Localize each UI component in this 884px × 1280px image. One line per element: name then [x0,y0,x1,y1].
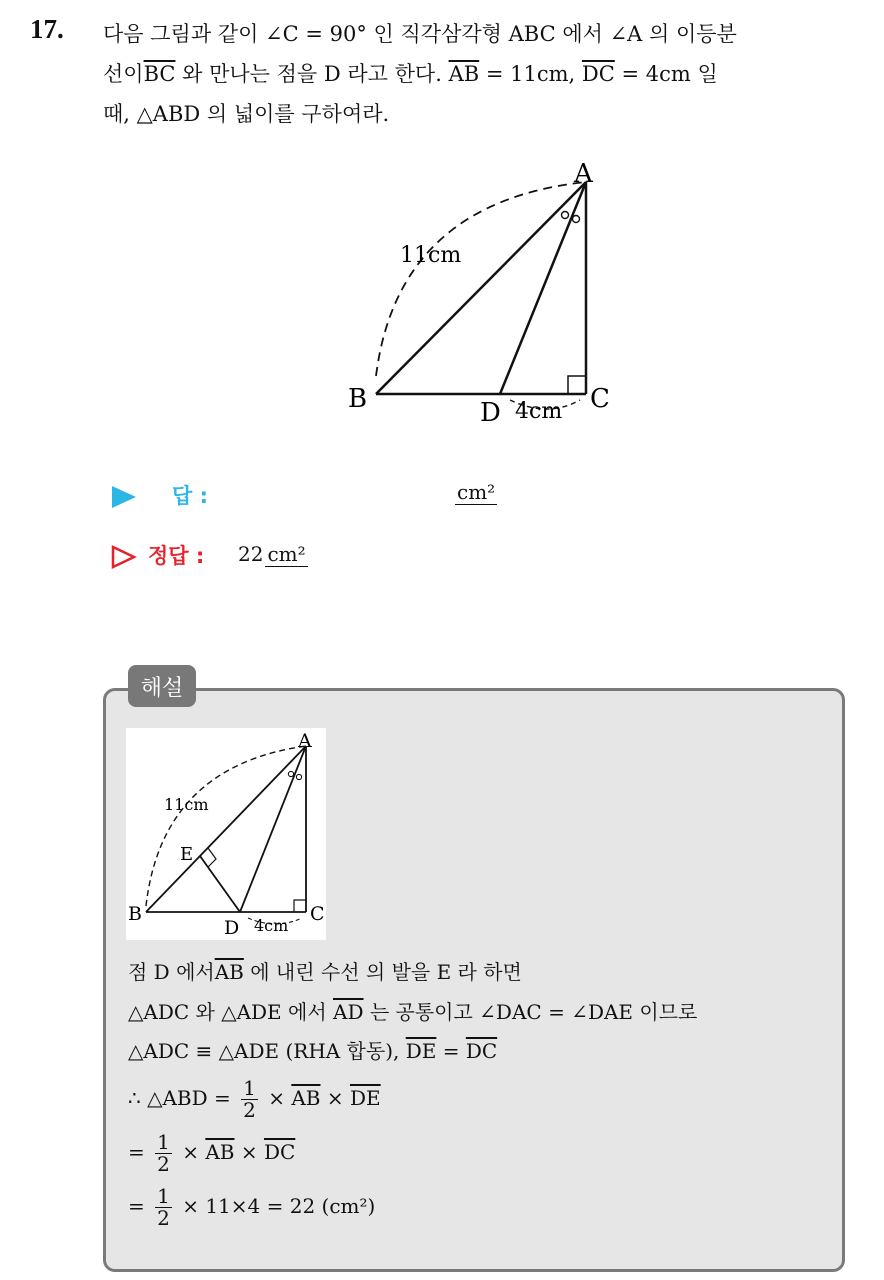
solution-label-e: E [180,844,194,865]
solution-line-6-b: × 11×4 = 22 (cm²) [175,1194,376,1218]
solution-bisector-ad [240,746,306,912]
solution-label-dc-length: 4cm [254,916,289,935]
solution-label-d: D [224,917,240,939]
segment-ab: $\overline{AB}$ [448,62,480,86]
solution-segment-ad: $\overline{AD}$ [333,1000,364,1024]
solution-right-angle-e [208,848,216,867]
fraction-numerator: 1 [157,1130,170,1154]
solution-line-2 [128,996,697,1025]
solution-line-1-a: 점 D 에서 [128,960,215,984]
solution-label-b: B [128,903,142,925]
problem-line-1: 다음 그림과 같이 ∠C = 90° 인 직각삼각형 ABC 에서 ∠A 의 이등분 [103,22,737,46]
problem-line-2-c: = 11cm, [479,62,582,86]
solution-line-5-a: = [128,1140,152,1164]
fraction-half [155,1186,172,1229]
solution-line-5-times2: × [234,1140,264,1164]
solution-line-2-b: 는 공통이고 ∠DAC = ∠DAE 이므로 [363,1000,698,1024]
arc-dashed [376,182,586,376]
solution-line-6 [128,1186,375,1229]
segment-bc: $\overline{BC}$ [143,62,176,86]
fraction-denominator: 2 [157,1206,170,1230]
solution-label-a: A [298,730,312,752]
correct-answer-number: 22 [238,542,264,566]
solution-label-ab-length: 11cm [164,795,209,814]
problem-statement [103,14,863,134]
answer-unit[interactable]: cm² [457,480,496,504]
solution-line-1 [128,956,522,985]
solution-line-2-a: △ADC 와 △ADE 에서 [128,1000,334,1024]
label-c: C [590,384,610,414]
solution-line-3-a: △ADC ≡ △ADE (RHA 합동), [128,1039,406,1063]
answer-row [110,478,610,514]
triangle-figure [340,150,630,440]
angle-mark-2 [573,216,580,223]
problem-number: 17. [30,14,64,44]
solution-line-4 [128,1078,381,1121]
answer-label: 답 : [172,484,208,508]
problem-line-2-a: 선이 [103,62,144,86]
solution-line-3 [128,1035,497,1064]
problem-line-2-b: 와 만나는 점을 D 라고 한다. [175,62,449,86]
solution-figure [126,728,326,940]
fraction-half [241,1078,258,1121]
solution-perpendicular-de [200,856,240,912]
correct-answer-value [238,542,308,566]
fraction-half [155,1132,172,1175]
solution-line-5-dc: $\overline{DC}$ [263,1140,296,1164]
right-angle-mark [568,376,586,394]
label-ab-length: 11cm [400,243,462,268]
solution-line-4-a: ∴ △ABD = [128,1086,238,1110]
fraction-denominator: 2 [157,1152,170,1176]
segment-dc: $\overline{DC}$ [581,62,615,86]
side-ab [376,182,586,394]
solution-line-4-de: $\overline{DE}$ [349,1086,381,1110]
fraction-numerator: 1 [243,1076,256,1100]
solution-segment-de: $\overline{DE}$ [405,1039,437,1063]
solution-line-5-ab: $\overline{AB}$ [205,1140,235,1164]
correct-answer-label: 정답 : [148,544,205,568]
solution-line-6-a: = [128,1194,152,1218]
label-dc-length: 4cm [515,399,563,424]
problem-line-2-d: = 4cm 일 [614,62,718,86]
fraction-numerator: 1 [157,1184,170,1208]
solution-segment-dc: $\overline{DC}$ [465,1039,498,1063]
bisector-ad [500,182,586,394]
outline-arrow-icon [110,544,138,570]
solution-right-angle-c [294,900,306,912]
solution-line-4-times2: × [320,1086,350,1110]
angle-mark-1 [562,212,569,219]
solution-tag: 해설 [128,665,196,707]
solution-line-1-b: 에 내린 수선 의 발을 E 라 하면 [243,960,522,984]
solution-line-3-eq: = [436,1039,466,1063]
solution-line-5-times1: × [175,1140,206,1164]
solution-segment-ab: $\overline{AB}$ [214,960,244,984]
solution-angle-mark-1 [288,771,293,776]
solution-line-5 [128,1132,295,1175]
solution-angle-mark-2 [296,774,301,779]
play-arrow-icon [110,484,138,510]
solution-line-4-times1: × [261,1086,292,1110]
correct-answer-unit: cm² [267,542,306,566]
fraction-denominator: 2 [243,1098,256,1122]
label-d: D [480,398,501,428]
solution-label-c: C [310,903,325,925]
correct-answer-row [110,538,610,574]
label-a: A [574,159,593,189]
problem-line-3: 때, △ABD 의 넓이를 구하여라. [103,102,390,126]
problem-line-2 [103,54,863,94]
solution-line-4-ab: $\overline{AB}$ [291,1086,321,1110]
label-b: B [348,384,368,414]
